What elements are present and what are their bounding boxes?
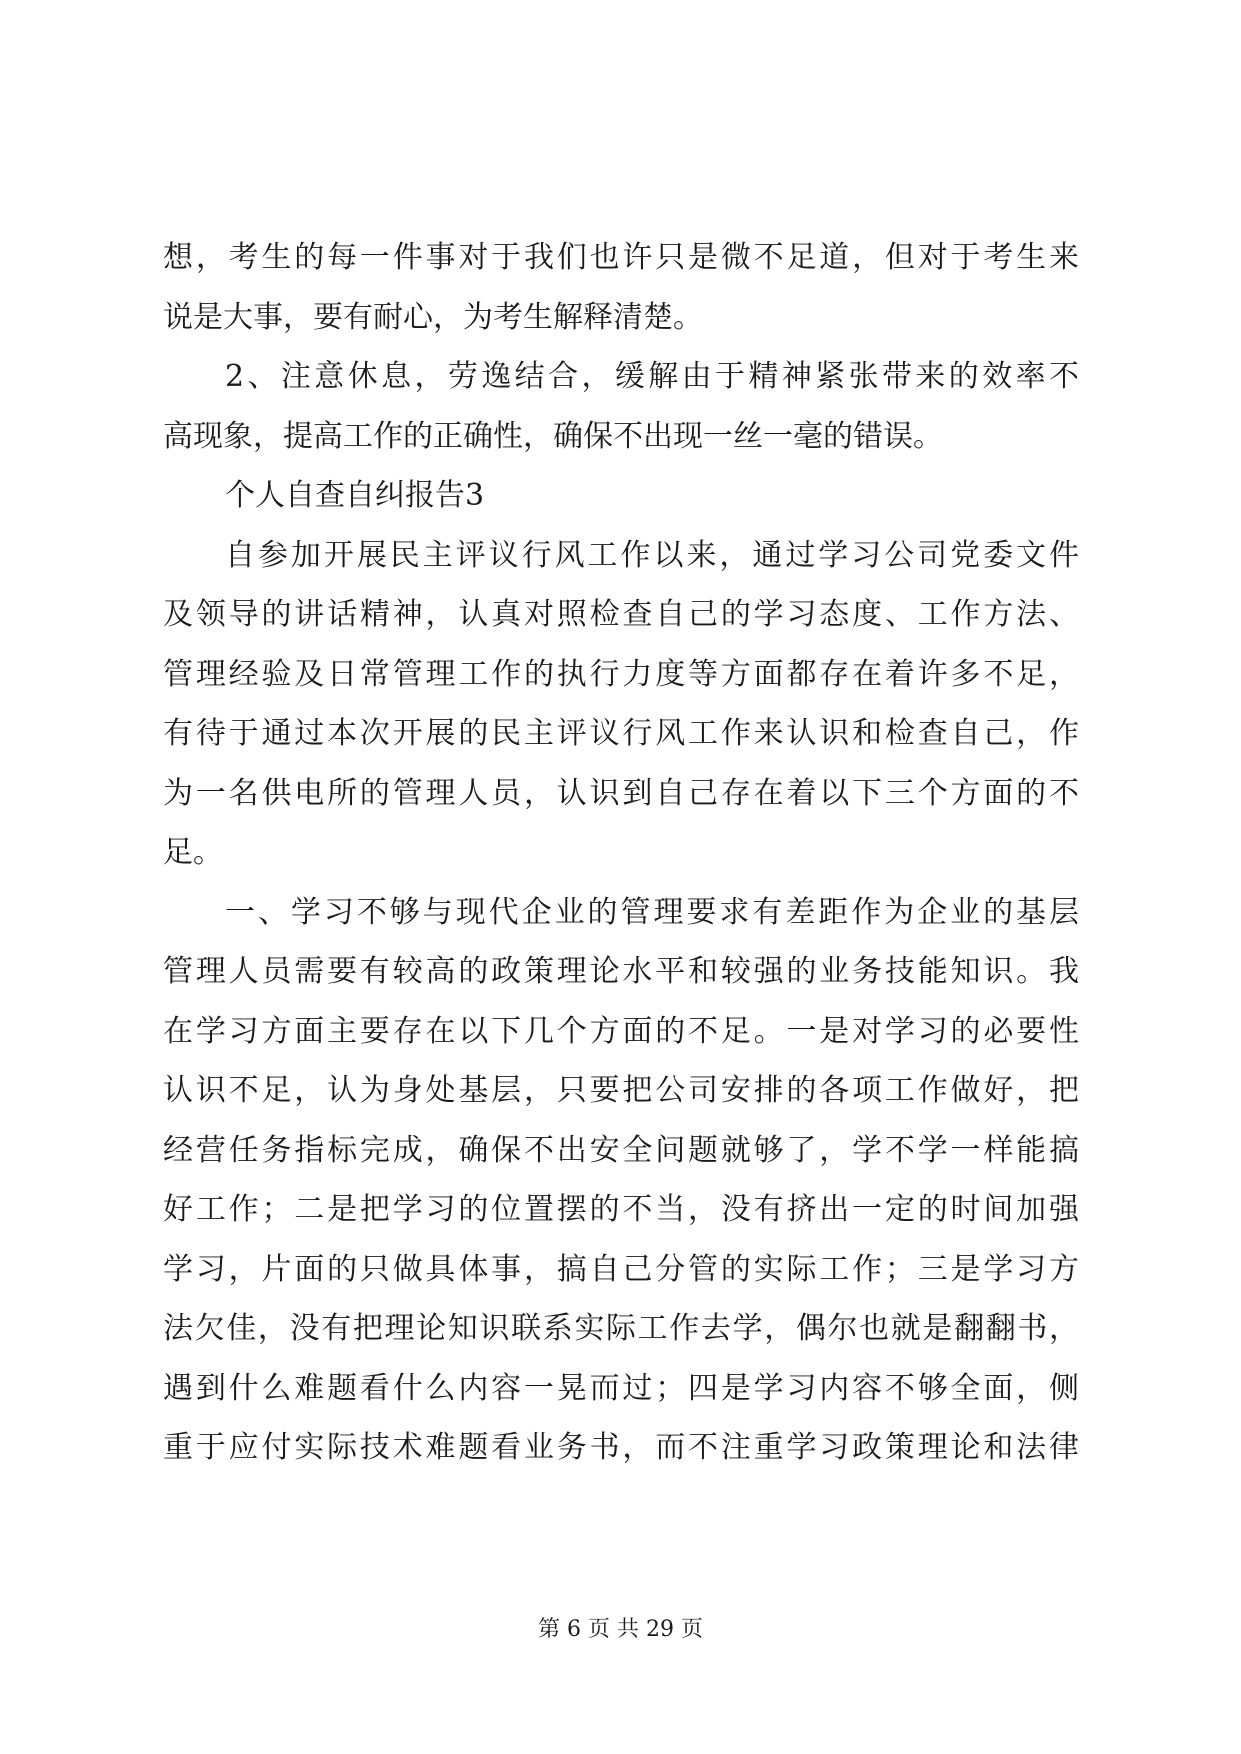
text-line: 在学习方面主要存在以下几个方面的不足。一是对学习的必要性 <box>163 1013 1079 1049</box>
text-line: 遇到什么难题看什么内容一晃而过；四是学习内容不够全面，侧 <box>163 1370 1079 1406</box>
text-line: 高现象，提高工作的正确性，确保不出现一丝一毫的错误。 <box>163 418 943 454</box>
text-line: 想，考生的每一件事对于我们也许只是微不足道，但对于考生来 <box>163 240 1079 275</box>
body-text <box>163 228 1079 1478</box>
text-line: 一、学习不够与现代企业的管理要求有差距作为企业的基层 <box>225 894 1079 930</box>
text-line: 管理经验及日常管理工作的执行力度等方面都存在着许多不足， <box>163 656 1079 692</box>
text-line: 经营任务指标完成，确保不出安全问题就够了，学不学一样能搞 <box>163 1132 1079 1168</box>
text-line: 好工作；二是把学习的位置摆的不当，没有挤出一定的时间加强 <box>163 1192 1079 1227</box>
text-line: 管理人员需要有较高的政策理论水平和较强的业务技能知识。我 <box>163 954 1079 989</box>
text-line: 2、注意休息，劳逸结合，缓解由于精神紧张带来的效率不 <box>225 359 1079 394</box>
text-line: 学习，片面的只做具体事，搞自己分管的实际工作；三是学习方 <box>163 1251 1079 1287</box>
text-line: 为一名供电所的管理人员，认识到自己存在着以下三个方面的不 <box>163 775 1079 811</box>
text-line: 有待于通过本次开展的民主评议行风工作来认识和检查自己，作 <box>163 716 1079 751</box>
text-line: 法欠佳，没有把理论知识联系实际工作去学，偶尔也就是翻翻书， <box>163 1311 1079 1346</box>
text-line: 自参加开展民主评议行风工作以来，通过学习公司党委文件 <box>225 537 1079 573</box>
text-line: 重于应付实际技术难题看业务书，而不注重学习政策理论和法律 <box>163 1430 1079 1465</box>
text-line: 认识不足，认为身处基层，只要把公司安排的各项工作做好，把 <box>163 1073 1079 1108</box>
section-heading: 个人自查自纠报告3 <box>225 478 485 513</box>
text-line: 及领导的讲话精神，认真对照检查自己的学习态度、工作方法、 <box>163 597 1079 632</box>
text-line: 说是大事，要有耐心，为考生解释清楚。 <box>163 299 703 335</box>
page-number-footer: 第 6 页 共 29 页 <box>538 1617 703 1642</box>
text-line: 足。 <box>163 835 223 870</box>
